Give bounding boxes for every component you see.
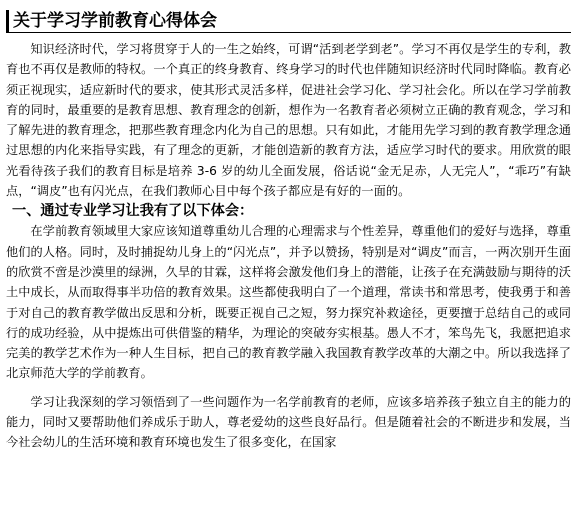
paragraph-section-2: 学习让我深刻的学习领悟到了一些问题作为一名学前教育的老师，应该多培养孩子独立自主的能力的能力，同时又要帮助他们养成乐于助人，尊老爱幼的这些良好品行。但是随着社会的不断进步和发展，当今社会幼儿的生活环境和教育环境也发生了很多变化，在国家 (6, 394, 571, 450)
title-marker (6, 10, 9, 32)
paragraph-gap (6, 384, 571, 392)
paragraph-intro: 知识经济时代，学习将贯穿于人的一生之始终，可谓“活到老学到老”。学习不再仅是学生的专利，教育也不再仅是教师的特权。一个真正的终身教育、终身学习的时代也伴随知识经济时代同时降临。教育必须正视现实，适应新时代的要求，使其形式灵活多样，促进社会学习化、学习社会化。所以在学习学前教育的同时，最重要的是教育思想、教育理念的创新，想作为一名教育者必须树立正确的教育观念，学习和了解先进的教育理念，把那些教育理念内化为自己的思想。只有如此，才能用先学习到的教育教学理念通过思想的内化来指导实践，有了理念的更新，才能创造新的教育方法，适应学习时代的要求。用欣赏的眼光看待孩子我们的教育目标是培养 3-6 岁的幼儿全面发展，俗话说“金无足赤，人无完人”，“乖巧”有缺点，“调皮”也有闪光点，在我们教师心目中每个孩子都应是有好的一面的。 (6, 42, 571, 199)
title-row (6, 6, 571, 33)
paragraph-section-1: 在学前教育领域里大家应该知道尊重幼儿合理的心理需求与个性差异，尊重他们的爱好与选择，尊重他们的人格。同时，及时捕捉幼儿身上的“闪光点”，并予以赞扬，特别是对“调皮”而言，一两次别开生面的欣赏不啻是沙漠里的绿洲，久旱的甘霖，这样将会激发他们身上的潜能，让孩子在充满鼓励与期待的沃土中成长，从而取得事半功倍的教育效果。这些都使我明白了一个道理，常读书和常思考，使我勇于和善于对自己的教育教学做出反思和分析，既要正视自己之短，努力探究补救途径，更要擅于总结自己的或同行的成功经验，从中提炼出可供借鉴的精华，为理论的突破夯实根基。愚人不才，笨鸟先飞，我愿把追求完美的教学艺术作为一种人生目标，把自己的教育教学融入我国教育教学改革的大潮之中。所以我选择了北京师范大学的学前教育。 (6, 224, 571, 381)
document-title: 关于学习学前教育心得体会 (13, 11, 217, 31)
section-heading-1: 一、通过专业学习让我有了以下体会： (12, 203, 254, 220)
